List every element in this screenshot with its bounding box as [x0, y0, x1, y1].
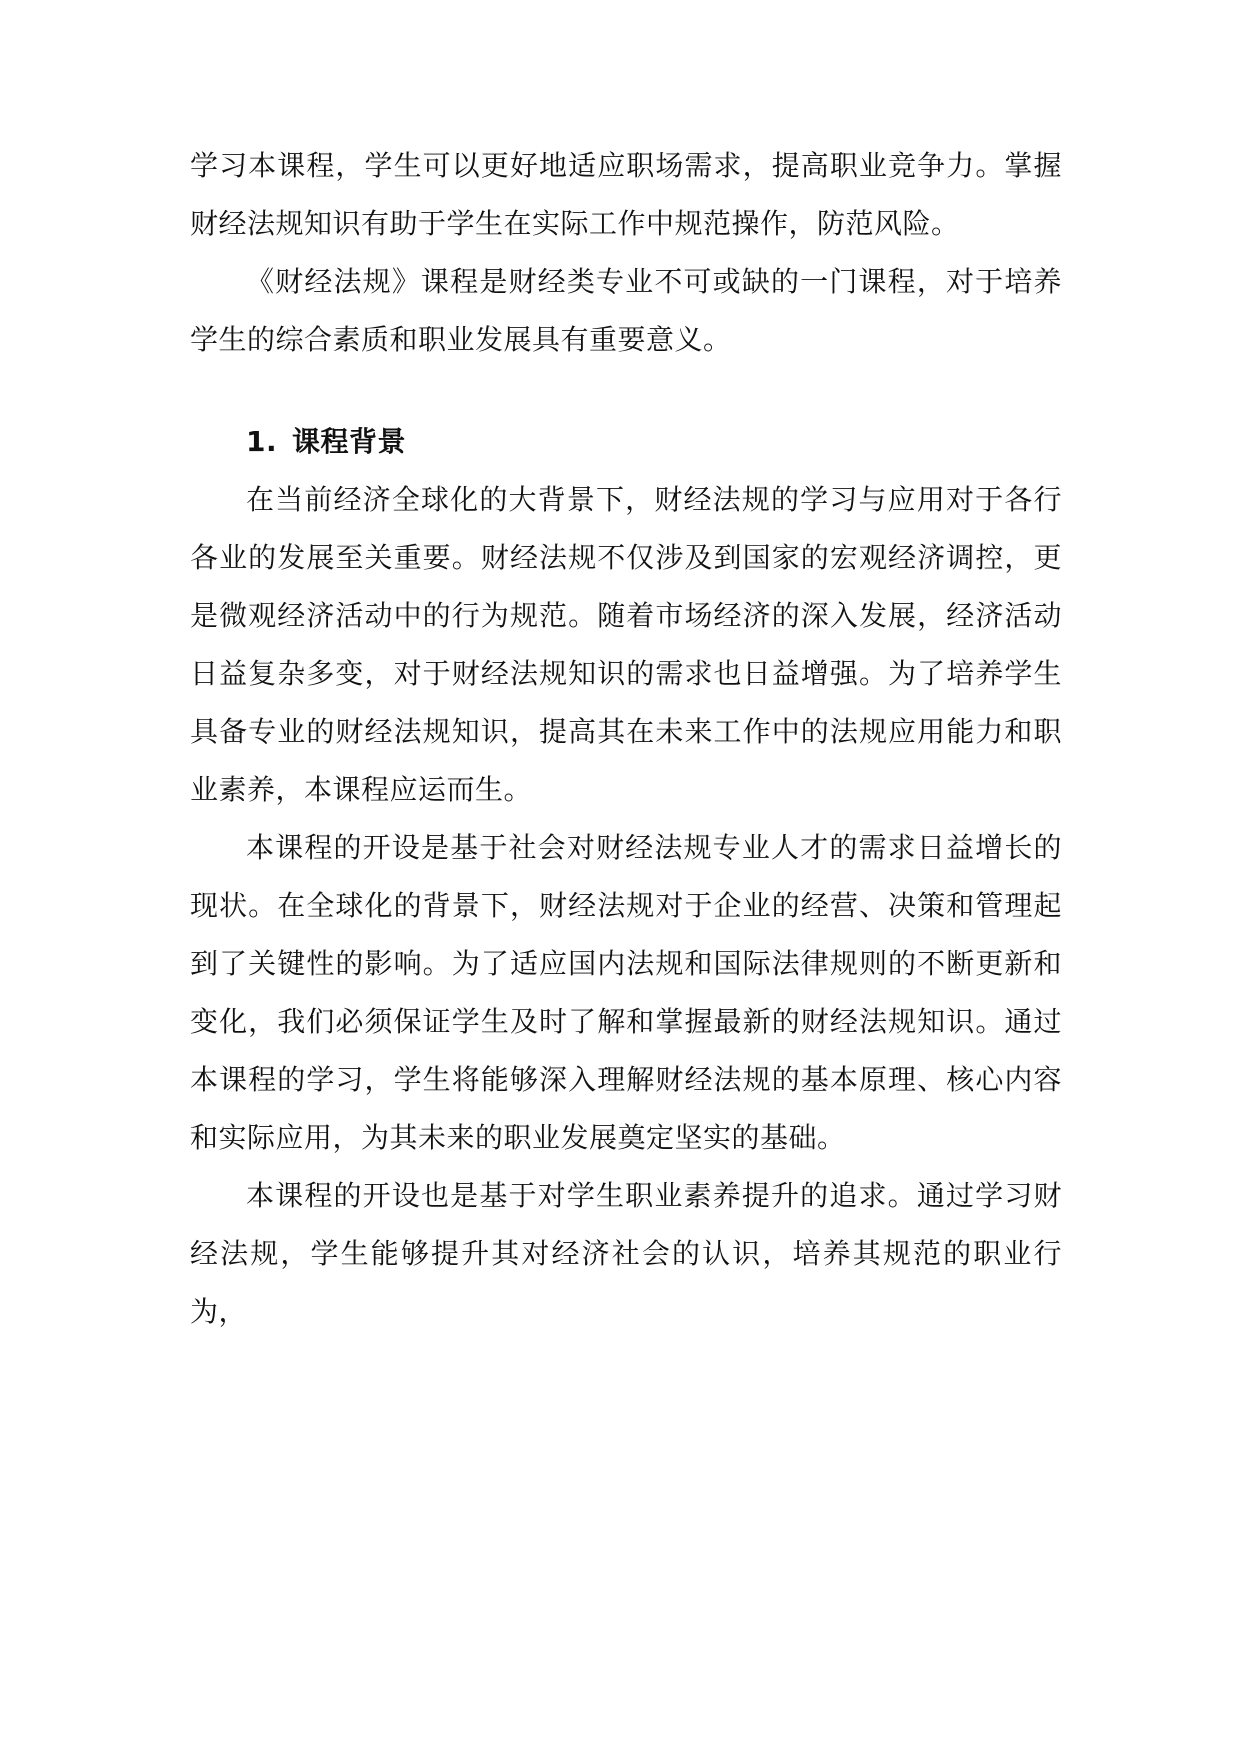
paragraph-background-3: 本课程的开设也是基于对学生职业素养提升的追求。通过学习财经法规，学生能够提升其对经济社会的认识，培养其规范的职业行为，	[190, 1179, 1062, 1328]
document-body	[190, 137, 1062, 1341]
section-heading	[190, 413, 1062, 471]
paragraph-continuation: 学习本课程，学生可以更好地适应职场需求，提高职业竞争力。掌握财经法规知识有助于学生在实际工作中规范操作，防范风险。	[190, 149, 1062, 240]
section-title: 课程背景	[292, 425, 407, 458]
paragraph-background-1: 在当前经济全球化的大背景下，财经法规的学习与应用对于各行各业的发展至关重要。财经法规不仅涉及到国家的宏观经济调控，更是微观经济活动中的行为规范。随着市场经济的深入发展，经济活动日益复杂多变，对于财经法规知识的需求也日益增强。为了培养学生具备专业的财经法规知识，提高其在未来工作中的法规应用能力和职业素养，本课程应运而生。	[190, 483, 1062, 806]
section-number: 1.	[246, 425, 278, 458]
paragraph-course-summary: 《财经法规》课程是财经类专业不可或缺的一门课程，对于培养学生的综合素质和职业发展具有重要意义。	[190, 265, 1062, 356]
paragraph-background-2: 本课程的开设是基于社会对财经法规专业人才的需求日益增长的现状。在全球化的背景下，财经法规对于企业的经营、决策和管理起到了关键性的影响。为了适应国内法规和国际法律规则的不断更新和变化，我们必须保证学生及时了解和掌握最新的财经法规知识。通过本课程的学习，学生将能够深入理解财经法规的基本原理、核心内容和实际应用，为其未来的职业发展奠定坚实的基础。	[190, 831, 1062, 1154]
